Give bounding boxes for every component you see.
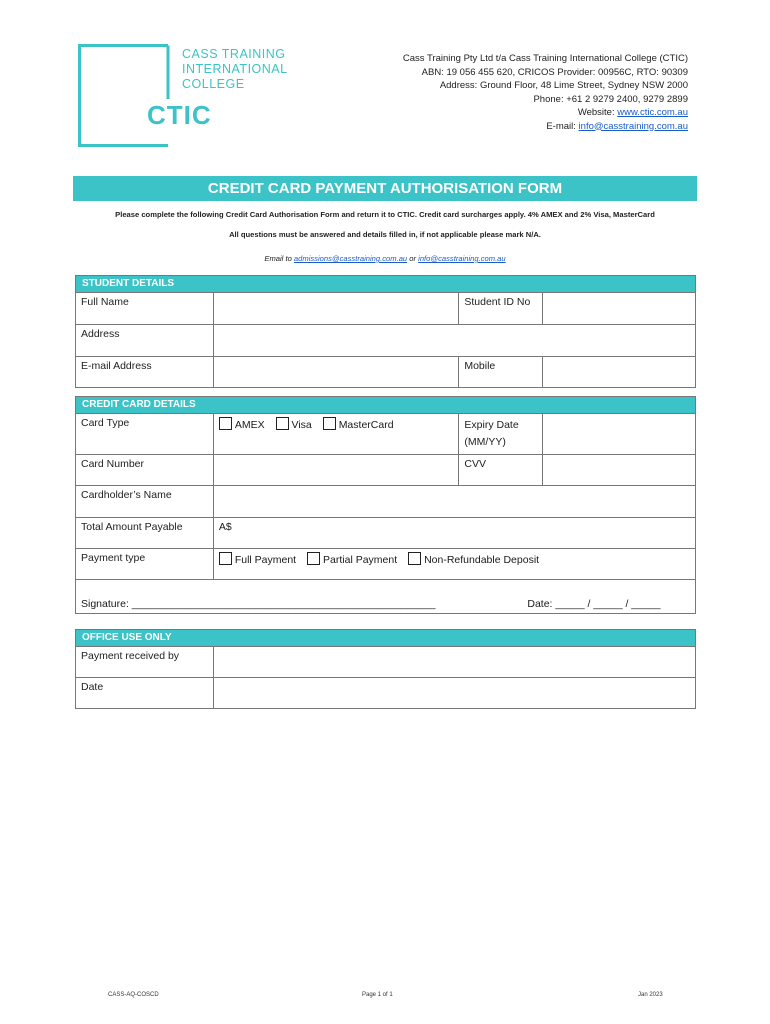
email-address-field[interactable] [213, 357, 459, 388]
student-details-header: STUDENT DETAILS [76, 276, 696, 293]
form-title: CREDIT CARD PAYMENT AUTHORISATION FORM [73, 176, 697, 201]
company-email [403, 120, 688, 134]
logo-text-line2: INTERNATIONAL [182, 62, 288, 76]
website-label: Website: [577, 107, 618, 118]
expiry-label [459, 414, 543, 455]
visa-checkbox[interactable] [276, 417, 289, 430]
company-website [403, 106, 688, 120]
partial-payment-checkbox[interactable] [307, 552, 320, 565]
office-date-field[interactable] [213, 678, 695, 709]
expiry-format-text: (MM/YY) [464, 436, 506, 448]
partial-payment-label: Partial Payment [323, 554, 398, 566]
email-prefix: Email to [264, 254, 294, 263]
credit-card-header: CREDIT CARD DETAILS [76, 397, 696, 414]
mobile-label: Mobile [459, 357, 543, 388]
address-field[interactable] [213, 325, 695, 357]
signature-row [76, 580, 696, 614]
cardholder-name-field[interactable] [213, 486, 695, 518]
card-number-label: Card Number [76, 455, 214, 486]
intro-line-1: Please complete the following Credit Card Authorisation Form and return it to CTIC. Credit card surcharges apply. 4% AMEX and 2% Visa, MasterCard [115, 210, 655, 219]
amex-label: AMEX [234, 419, 265, 431]
or-text: or [407, 254, 419, 263]
company-address: Address: Ground Floor, 48 Lime Street, Sydney NSW 2000 [439, 80, 688, 91]
logo-abbreviation: CTIC [143, 100, 216, 131]
card-type-label: Card Type [76, 414, 214, 455]
non-refundable-deposit-label: Non-Refundable Deposit [424, 554, 540, 566]
mastercard-checkbox[interactable] [323, 417, 336, 430]
email-address-label: E-mail Address [76, 357, 214, 388]
payment-received-by-label: Payment received by [76, 647, 214, 678]
student-details-table [75, 275, 696, 388]
intro-email-line [73, 254, 697, 263]
website-link[interactable]: www.ctic.com.au [617, 107, 688, 118]
expiry-field[interactable] [543, 414, 696, 455]
total-amount-label: Total Amount Payable [76, 518, 214, 549]
student-id-field[interactable] [543, 293, 696, 325]
company-info [403, 52, 688, 133]
credit-card-table [75, 396, 696, 614]
payment-type-options [213, 549, 695, 580]
signature-line[interactable]: Signature: ____________________________________________________ [81, 598, 436, 610]
office-date-label: Date [76, 678, 214, 709]
company-abn: ABN: 19 056 455 620, CRICOS Provider: 00956C, RTO: 90309 [421, 66, 688, 78]
logo-text-line3: COLLEGE [182, 77, 245, 91]
expiry-date-text: Expiry Date [464, 419, 519, 431]
cvv-label: CVV [459, 455, 543, 486]
company-name: Cass Training Pty Ltd t/a Cass Training International College (CTIC) [402, 53, 688, 64]
full-payment-checkbox[interactable] [219, 552, 232, 565]
total-amount-field[interactable] [213, 518, 695, 549]
payment-received-by-field[interactable] [213, 647, 695, 678]
mobile-field[interactable] [543, 357, 696, 388]
card-number-field[interactable] [213, 455, 459, 486]
admissions-email-link[interactable]: admissions@casstraining.com.au [293, 254, 408, 263]
amex-checkbox[interactable] [219, 417, 232, 430]
cardholder-name-label: Cardholder’s Name [76, 486, 214, 518]
visa-label: Visa [291, 419, 312, 431]
footer-page-number: Page 1 of 1 [362, 992, 393, 998]
cvv-field[interactable] [543, 455, 696, 486]
office-use-header: OFFICE USE ONLY [76, 630, 696, 647]
footer-document-code: CASS-AQ-COSCD [108, 992, 159, 998]
non-refundable-deposit-checkbox[interactable] [408, 552, 421, 565]
card-type-options [213, 414, 459, 455]
full-name-label: Full Name [76, 293, 214, 325]
address-label: Address [76, 325, 214, 357]
student-id-label: Student ID No [459, 293, 543, 325]
footer-date: Jan 2023 [638, 992, 663, 998]
signature-date-line[interactable]: Date: _____ / _____ / _____ [527, 598, 661, 610]
currency-label: A$ [218, 521, 232, 533]
company-phone: Phone: +61 2 9279 2400, 9279 2899 [533, 93, 688, 105]
office-use-table [75, 629, 696, 709]
mastercard-label: MasterCard [338, 419, 394, 431]
intro-line-2: All questions must be answered and details filled in, if not applicable please mark N/A. [229, 230, 541, 239]
payment-type-label: Payment type [76, 549, 214, 580]
logo-text-line1: CASS TRAINING [182, 47, 286, 61]
logo-frame-icon [78, 44, 178, 148]
email-label: E-mail: [546, 120, 579, 132]
full-payment-label: Full Payment [234, 554, 297, 566]
full-name-field[interactable] [213, 293, 459, 325]
info-email-link[interactable]: info@casstraining.com.au [418, 254, 506, 263]
email-link[interactable]: info@casstraining.com.au [578, 120, 688, 132]
